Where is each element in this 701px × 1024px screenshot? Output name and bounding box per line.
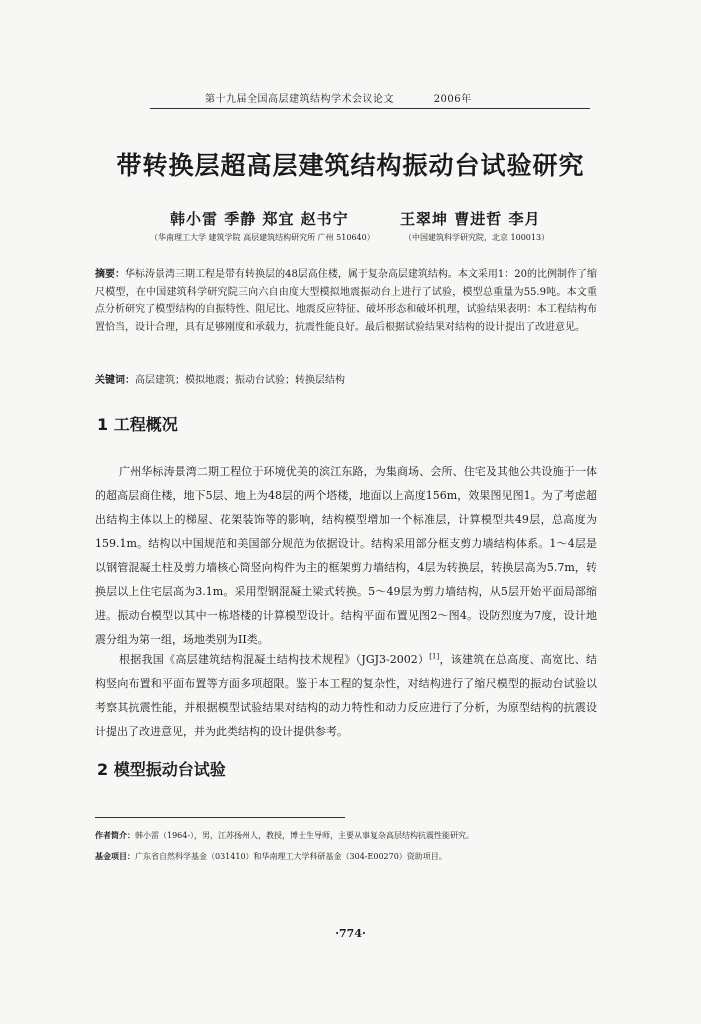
paragraph-2-start: 根据我国《高层建筑结构混凝土结构技术规程》（JGJ3-2002） (119, 653, 430, 666)
footnote-funding-label: 基金项目： (95, 851, 135, 861)
footnote-rule (95, 817, 345, 818)
section-heading-2: 2 模型振动台试验 (97, 760, 226, 779)
footnote-funding (95, 851, 605, 862)
footnote-author-bio (95, 830, 605, 841)
body-paragraph-1: 广州华标涛景湾二期工程位于环境优美的滨江东路，为集商场、会所、住宅及其他公共设施于一体的超高层商住楼，地下5层、地上为48层的两个塔楼，地面以上高度156m，效果图见图1。为了考虑超出结构主体以上的梯屋、花架装饰等的影响，结构模型增加一个标准层，计算模型共49层，总高度为159.1m。结构以中国规范和美国部分规范为依据设计。结构采用部分框支剪力墙结构体系。1～4层是以钢管混凝土柱及剪力墙核心筒竖向构件为主的框架剪力墙结构，4层为转换层，转换层高为5.7m，转换层以上住宅层高为3.1m。采用型钢混凝土梁式转换。5～49层为剪力墙结构，从5层开始平面局部缩进。振动台模型以其中一栋塔楼的计算模型设计。结构平面布置见图2～图4。设防烈度为7度，设计地震分组为第一组，场地类别为II类。 (95, 465, 597, 646)
keywords (95, 371, 597, 386)
header-conference: 第十九届全国高层建筑结构学术会议论文 (205, 94, 394, 105)
abstract (95, 266, 597, 336)
affiliation-2: （中国建筑科学研究院，北京 100013） (404, 233, 550, 242)
paper-title: 带转换层超高层建筑结构振动台试验研究 (116, 151, 585, 180)
footnote-funding-text: 广东省自然科学基金（031410）和华南理工大学科研基金（304-E00270）资助项目。 (135, 852, 447, 861)
abstract-text: 华标涛景湾三期工程是带有转换层的48层高住楼，属于复杂高层建筑结构。本文采用1：20的比例制作了缩尺模型，在中国建筑科学研究院三向六自由度大型模拟地震振动台上进行了试验，模型总重量为55.9吨。本文重点分析研究了模型结构的自振特性、阻尼比、地震反应特征、破坏形态和破坏机理，试验结果表明：本工程结构布置恰当，设计合理，具有足够刚度和承载力，抗震性能良好。最后根据试验结果对结构的设计提出了改进意见。 (95, 269, 598, 333)
section-heading-1: 1 工程概况 (97, 415, 178, 434)
author-group-2: 王翠坤 曹进哲 李月 (400, 210, 541, 228)
citation-ref: [1] (429, 652, 440, 661)
header-year: 2006年 (433, 94, 472, 105)
paragraph-2-end: ，该建筑在总高度、高宽比、结构竖向布置和平面布置等方面多项超限。鉴于本工程的复杂性，对结构进行了缩尺模型的振动台试验以考察其抗震性能，并根据模型试验结果对结构的动力特性和动力反应进行了分析，为原型结构的抗震设计提出了改进意见，并为此类结构的设计提供参考。 (95, 653, 597, 738)
abstract-label: 摘要： (95, 269, 126, 280)
keywords-text: 高层建筑；模拟地震；振动台试验；转换层结构 (135, 375, 345, 386)
body-paragraph-2 (95, 648, 597, 744)
header-rule (150, 108, 590, 109)
page-number: ·774· (335, 927, 366, 940)
running-header (205, 90, 485, 105)
keywords-label: 关键词： (95, 375, 135, 386)
affiliation-1: （华南理工大学 建筑学院 高层建筑结构研究所 广州 510640） (150, 233, 375, 242)
footnote-author-label: 作者简介： (95, 830, 135, 840)
author-group-1: 韩小雷 季静 郑宜 赵书宁 (170, 210, 349, 228)
footnote-author-text: 韩小雷（1964-），男，江苏扬州人，教授，博士生导师，主要从事复杂高层结构抗震性能研究。 (135, 831, 475, 840)
